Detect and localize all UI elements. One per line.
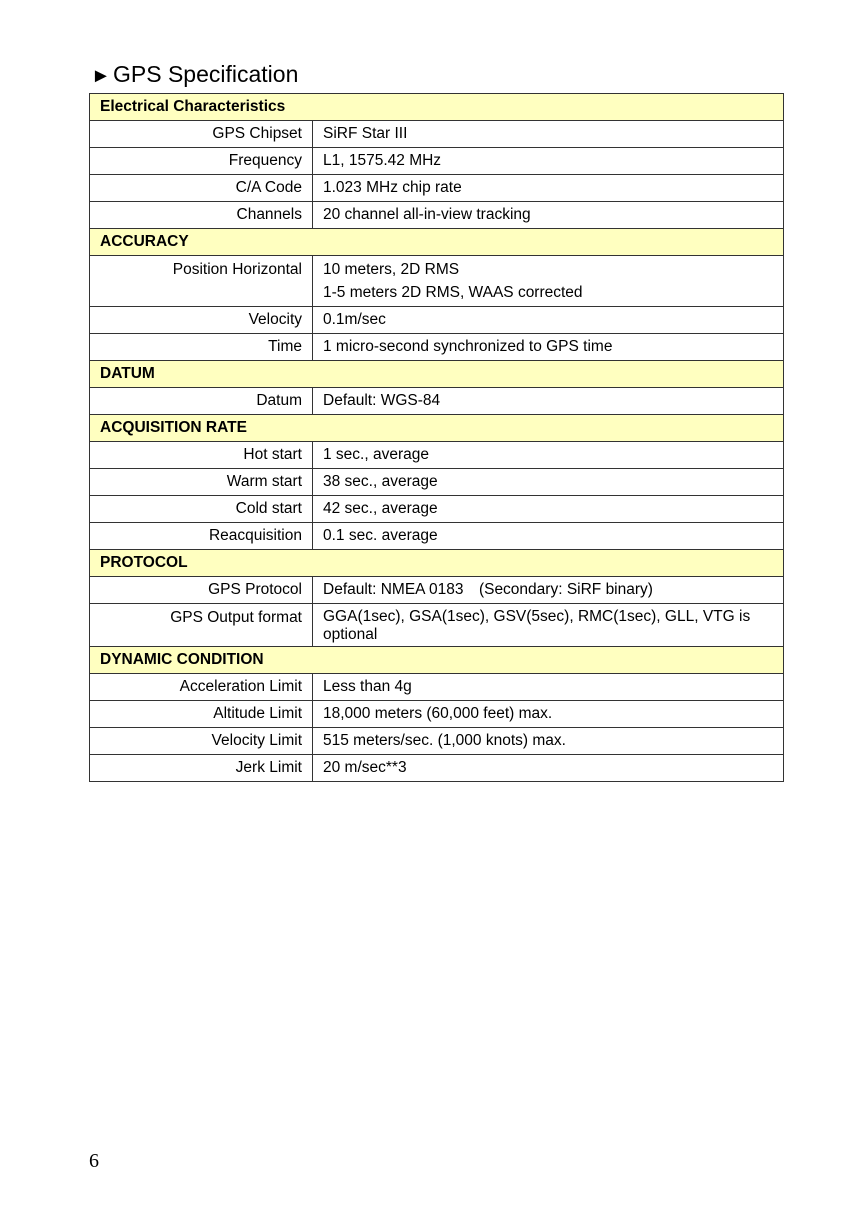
spec-label: Altitude Limit bbox=[90, 701, 313, 728]
table-row bbox=[90, 523, 784, 550]
spec-value-text: GGA(1sec), GSA(1sec), GSV(5sec), RMC(1sec), GLL, VTG is optional bbox=[323, 608, 751, 643]
spec-value-line: 1-5 meters 2D RMS, WAAS corrected bbox=[323, 284, 583, 301]
spec-value: SiRF Star III bbox=[313, 121, 784, 148]
spec-value: 38 sec., average bbox=[313, 469, 784, 496]
spec-value bbox=[313, 604, 784, 647]
spec-label: Channels bbox=[90, 202, 313, 229]
spec-label: GPS Protocol bbox=[90, 577, 313, 604]
spec-value bbox=[313, 256, 784, 307]
table-row bbox=[90, 121, 784, 148]
spec-label-text: GPS Output format bbox=[170, 609, 302, 626]
spec-label: GPS Chipset bbox=[90, 121, 313, 148]
table-row bbox=[90, 604, 784, 647]
table-row bbox=[90, 388, 784, 415]
section-row-accuracy bbox=[90, 229, 784, 256]
section-row-electrical bbox=[90, 94, 784, 121]
spec-label: Time bbox=[90, 334, 313, 361]
spec-value-line: 10 meters, 2D RMS bbox=[323, 261, 460, 278]
table-row bbox=[90, 496, 784, 523]
page-number: 6 bbox=[89, 1150, 99, 1172]
table-row bbox=[90, 175, 784, 202]
section-row-protocol bbox=[90, 550, 784, 577]
section-row-datum bbox=[90, 361, 784, 388]
spec-label: Cold start bbox=[90, 496, 313, 523]
section-title-protocol: PROTOCOL bbox=[90, 550, 784, 577]
spec-label: Velocity Limit bbox=[90, 728, 313, 755]
spec-value: Default: NMEA 0183 (Secondary: SiRF binary) bbox=[313, 577, 784, 604]
table-row bbox=[90, 755, 784, 782]
spec-value: 0.1m/sec bbox=[313, 307, 784, 334]
section-title-electrical: Electrical Characteristics bbox=[90, 94, 784, 121]
spec-label-text: Position Horizontal bbox=[172, 261, 302, 278]
section-row-dynamic bbox=[90, 647, 784, 674]
table-row bbox=[90, 256, 784, 307]
section-row-acquisition bbox=[90, 415, 784, 442]
spec-label: Jerk Limit bbox=[90, 755, 313, 782]
spec-value: 515 meters/sec. (1,000 knots) max. bbox=[313, 728, 784, 755]
spec-label bbox=[90, 604, 313, 647]
table-row bbox=[90, 701, 784, 728]
spec-label: Frequency bbox=[90, 148, 313, 175]
spec-value: 0.1 sec. average bbox=[313, 523, 784, 550]
spec-value: Default: WGS-84 bbox=[313, 388, 784, 415]
page-heading bbox=[91, 58, 298, 92]
spec-value: 1.023 MHz chip rate bbox=[313, 175, 784, 202]
spec-label: Velocity bbox=[90, 307, 313, 334]
table-row bbox=[90, 202, 784, 229]
spec-label: C/A Code bbox=[90, 175, 313, 202]
table-row bbox=[90, 307, 784, 334]
table-row bbox=[90, 334, 784, 361]
spec-label: Datum bbox=[90, 388, 313, 415]
spec-value: 42 sec., average bbox=[313, 496, 784, 523]
spec-value: 20 channel all-in-view tracking bbox=[313, 202, 784, 229]
spec-label bbox=[90, 256, 313, 307]
spec-value: 1 sec., average bbox=[313, 442, 784, 469]
spec-label: Hot start bbox=[90, 442, 313, 469]
gps-spec-table bbox=[89, 93, 784, 782]
section-title-datum: DATUM bbox=[90, 361, 784, 388]
spec-value: Less than 4g bbox=[313, 674, 784, 701]
spec-value: L1, 1575.42 MHz bbox=[313, 148, 784, 175]
table-row bbox=[90, 442, 784, 469]
table-row bbox=[90, 148, 784, 175]
heading-title: GPS Specification bbox=[113, 61, 299, 87]
arrow-right-icon: ► bbox=[91, 65, 111, 87]
spec-value: 1 micro-second synchronized to GPS time bbox=[313, 334, 784, 361]
table-row bbox=[90, 674, 784, 701]
table-row bbox=[90, 577, 784, 604]
table-row bbox=[90, 728, 784, 755]
section-title-accuracy: ACCURACY bbox=[90, 229, 784, 256]
spec-label: Reacquisition bbox=[90, 523, 313, 550]
table-row bbox=[90, 469, 784, 496]
section-title-dynamic: DYNAMIC CONDITION bbox=[90, 647, 784, 674]
spec-label: Acceleration Limit bbox=[90, 674, 313, 701]
spec-label: Warm start bbox=[90, 469, 313, 496]
spec-value: 20 m/sec**3 bbox=[313, 755, 784, 782]
section-title-acquisition: ACQUISITION RATE bbox=[90, 415, 784, 442]
spec-value: 18,000 meters (60,000 feet) max. bbox=[313, 701, 784, 728]
